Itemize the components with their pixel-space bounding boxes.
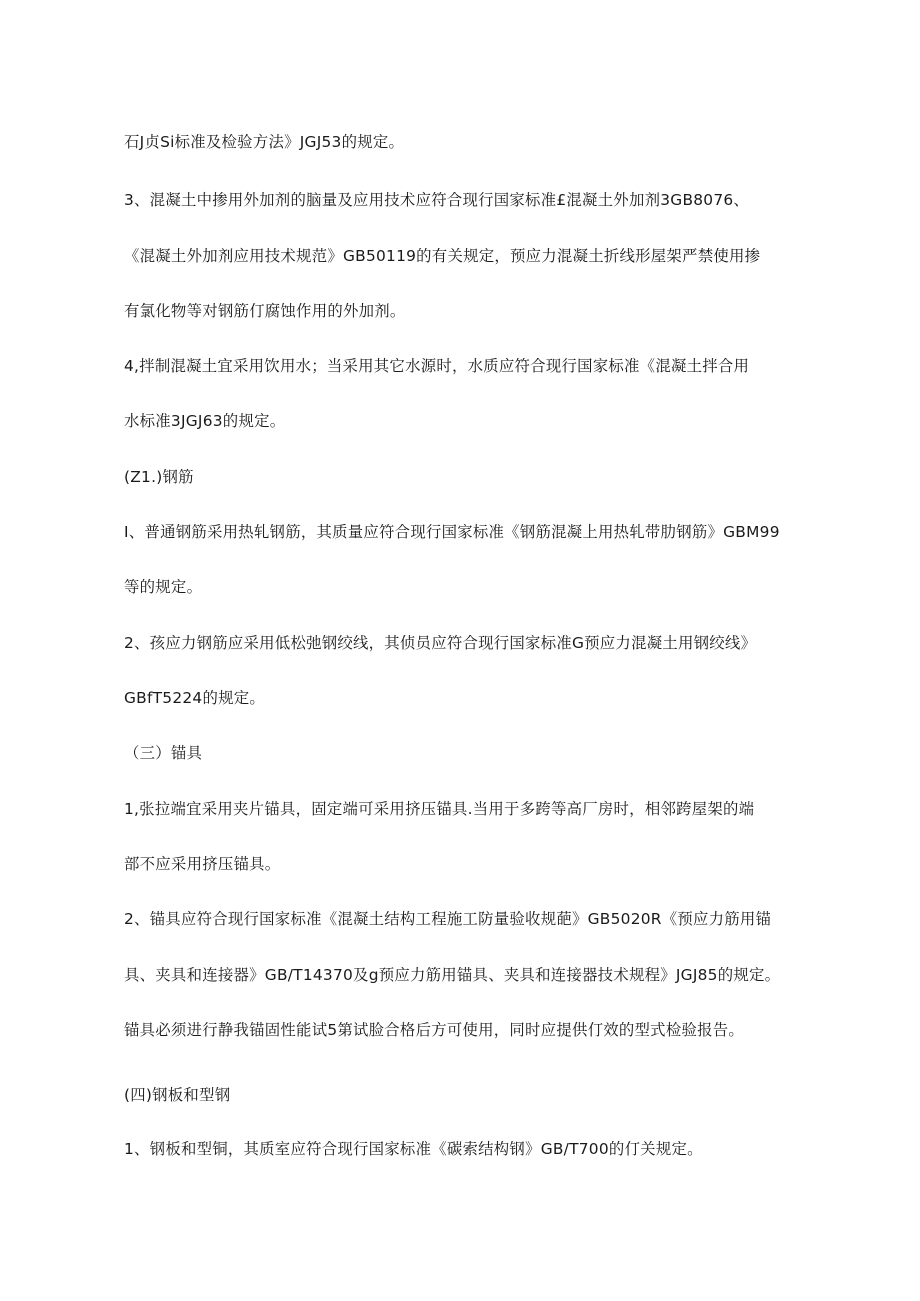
section-heading-rebar: (Z1.)钢筋 (124, 468, 194, 486)
text-line-13: 1,张拉端宜采用夹片锚具，固定端可采用挤压锚具.当用于多跨等高厂房时，相邻跨屋架的端 (124, 800, 755, 818)
section-heading-steel-plate: (四)钢板和型钢 (124, 1086, 231, 1104)
text-line-17: 锚具必须进行静我锚固性能试5第试脸合格后方可使用，同时应提供仃效的型式检验报告。 (124, 1021, 745, 1039)
text-line-11: GBfT5224的规定。 (124, 689, 266, 707)
text-line-10: 2、孩应力钢筋应采用低松弛钢绞线，其侦员应符合现行国家标准G预应力混凝土用钢绞线》 (124, 634, 757, 652)
text-line-5: 4,拌制混凝土宜采用饮用水；当采用其它水源时，水质应符合现行国家标准《混凝土拌合用 (124, 357, 750, 375)
text-line-1: 石J贞Si标准及检验方法》JGJ53的规定。 (124, 133, 405, 151)
text-line-4: 有氯化物等对钢筋仃腐蚀作用的外加剂。 (124, 302, 406, 320)
text-line-15: 2、锚具应符合现行国家标准《混凝土结构工程施工防量验收规葩》GB5020R《预应力筋用锚 (124, 910, 772, 928)
text-line-9: 等的规定。 (124, 578, 203, 596)
text-line-16: 具、夹具和连接器》GB/T14370及g预应力筋用锚具、夹具和连接器技术规程》JGJ85的规定。 (124, 966, 781, 984)
text-line-14: 部不应采用挤压锚具。 (124, 855, 281, 873)
text-line-2: 3、混凝土中掺用外加剂的脑量及应用技术应符合现行国家标准£混凝土外加剂3GB8076、 (124, 191, 750, 209)
text-line-6: 水标准3JGJ63的规定。 (124, 412, 286, 430)
text-line-8: I、普通钢筋采用热轧钢筋，其质量应符合现行国家标准《钢筋混凝上用热轧带肋钢筋》GBM99 (124, 523, 780, 541)
text-line-19: 1、钢板和型铜，其质室应符合现行国家标准《碳索结构钢》GB/T700的仃关规定。 (124, 1140, 703, 1158)
text-line-3: 《混凝土外加剂应用技术规范》GB50119的有关规定，预应力混凝土折线形屋架严禁使用掺 (124, 247, 761, 265)
section-heading-anchorage: （三）锚具 (124, 744, 203, 762)
